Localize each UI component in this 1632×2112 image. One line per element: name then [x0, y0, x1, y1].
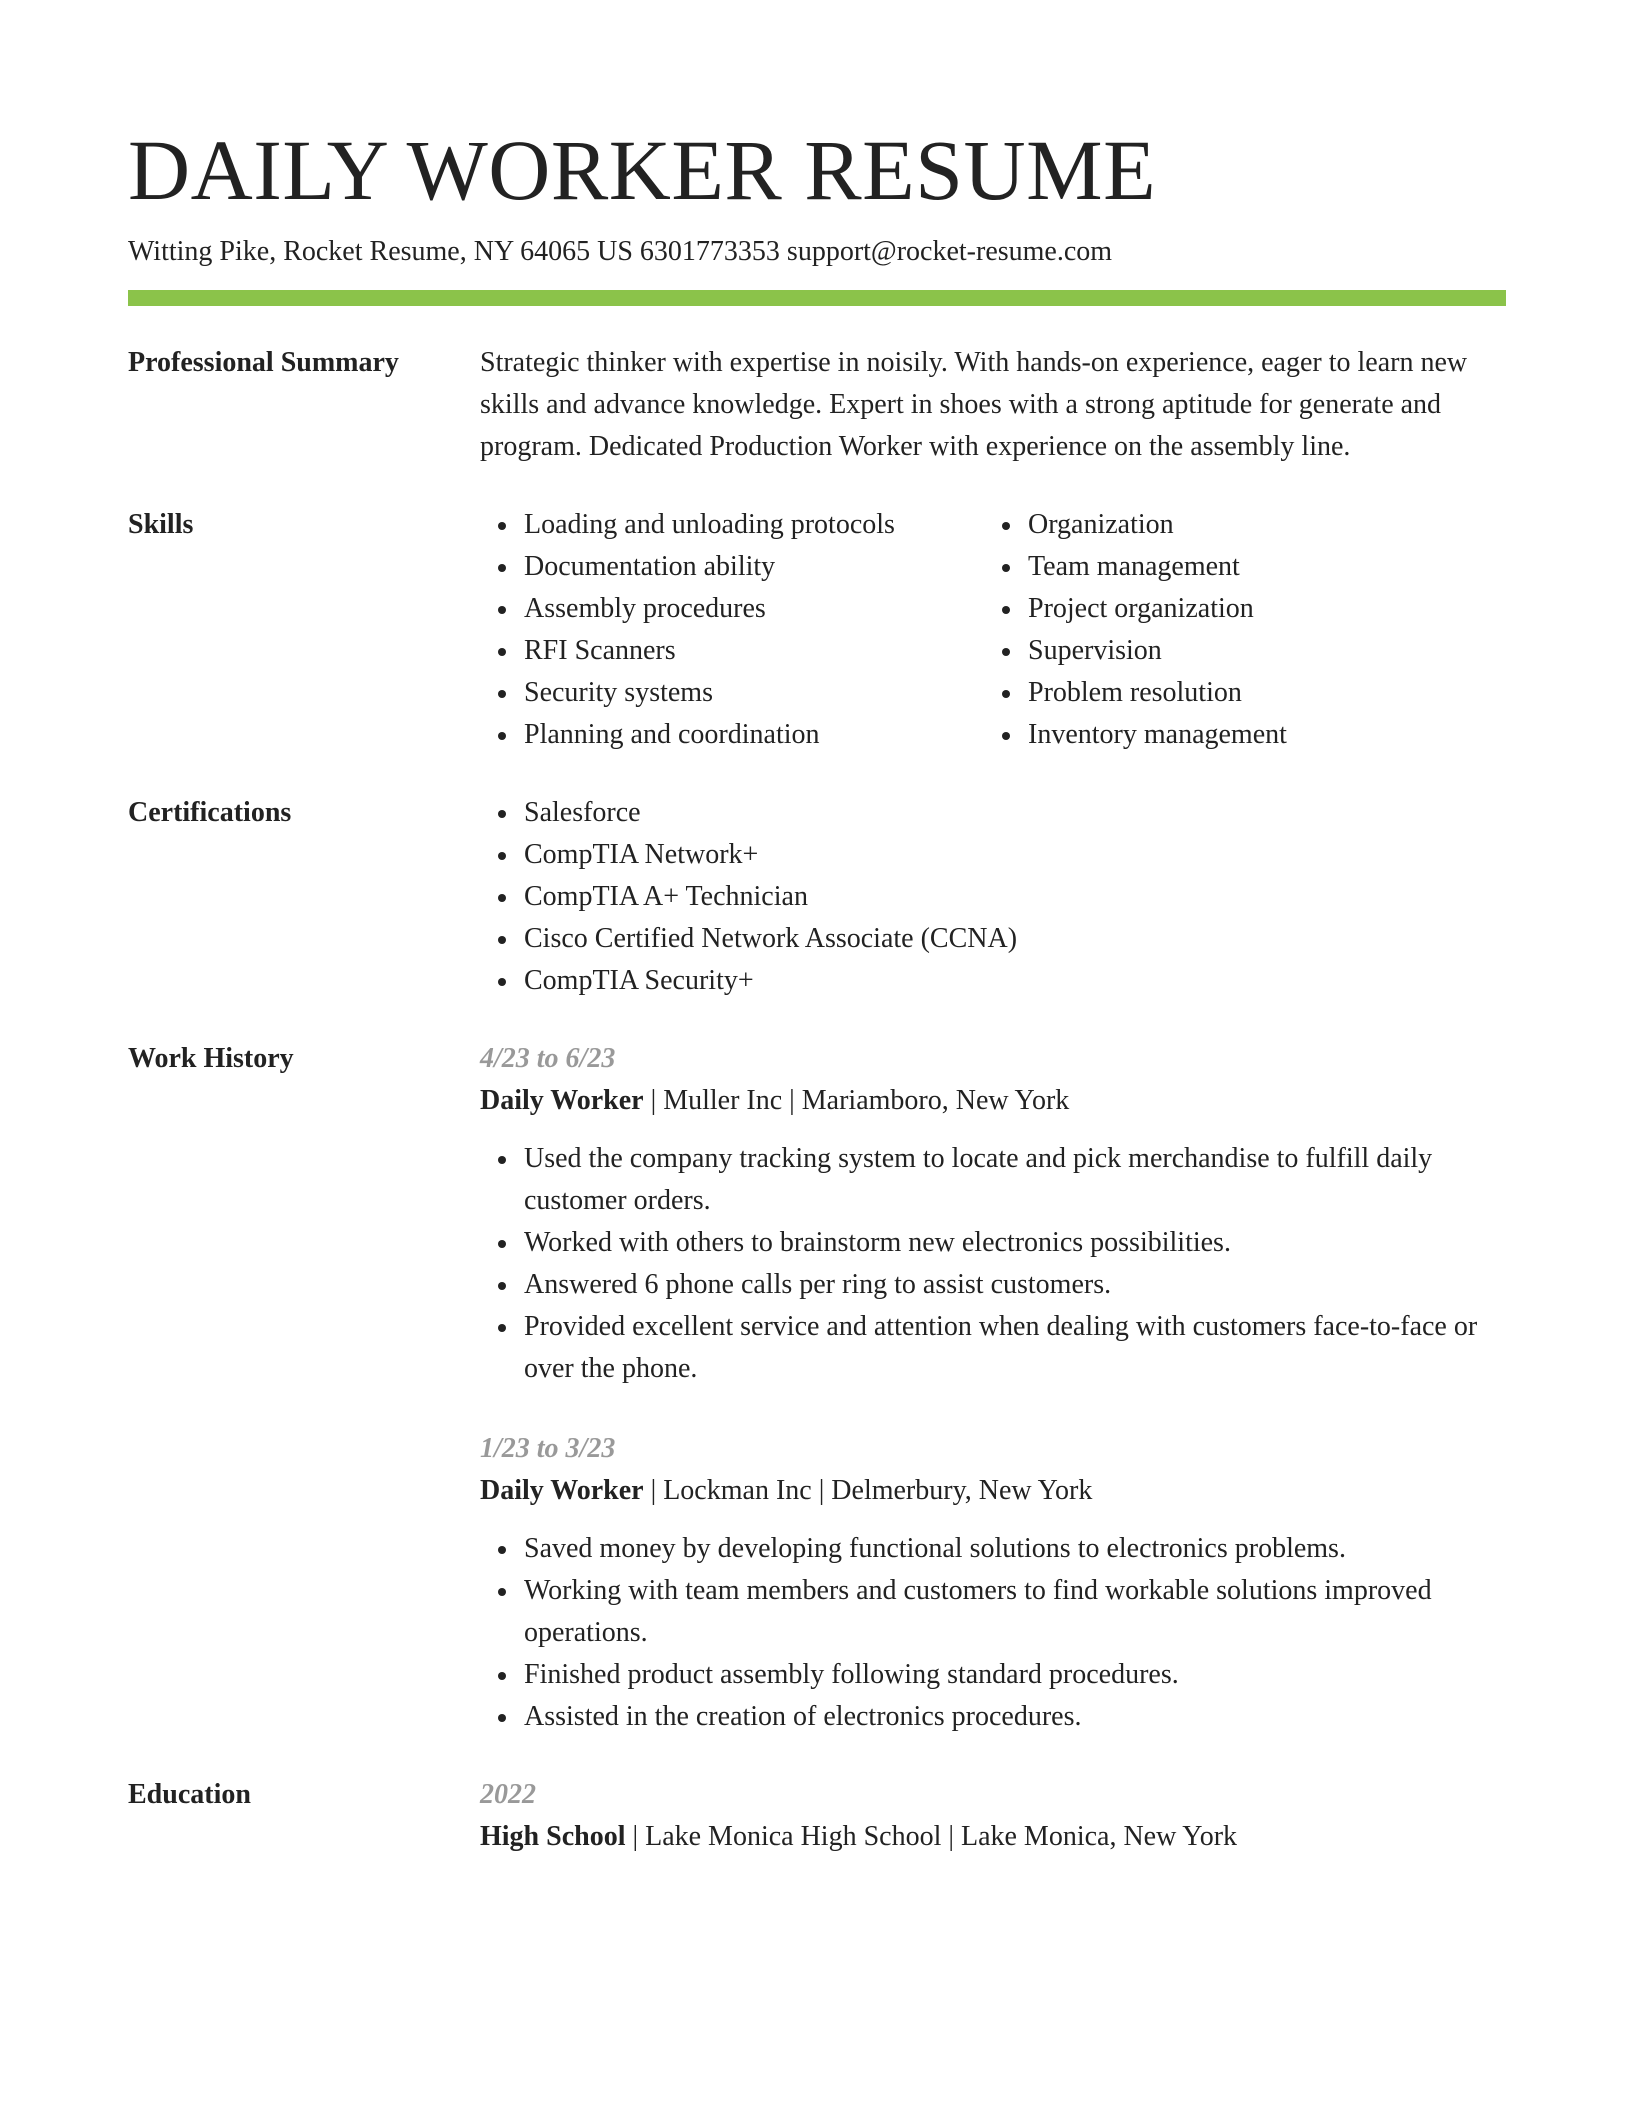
- job-bullet: Used the company tracking system to locate and pick merchandise to fulfill daily customer orders.: [524, 1138, 1506, 1222]
- education-section: [128, 1774, 1506, 1858]
- contact-phone: 6301773353: [639, 236, 780, 267]
- summary-label: Professional Summary: [128, 347, 399, 378]
- education-body: [480, 1774, 1506, 1858]
- certification-item: CompTIA Network+: [524, 834, 1506, 876]
- skills-section: [128, 504, 1506, 756]
- certification-item: Salesforce: [524, 792, 1506, 834]
- education-year: 2022: [480, 1779, 536, 1810]
- contact-email: support@rocket-resume.com: [786, 236, 1113, 267]
- job-entry: [480, 1428, 1506, 1738]
- certifications-section: [128, 792, 1506, 1002]
- skill-item: Organization: [1028, 504, 1488, 546]
- job-employer-location: | Lockman Inc | Delmerbury, New York: [643, 1475, 1093, 1506]
- skill-item: RFI Scanners: [524, 630, 984, 672]
- education-degree: High School: [480, 1821, 626, 1852]
- job-heading: [480, 1080, 1506, 1122]
- certifications-list: [480, 792, 1506, 1002]
- skills-column-right: [984, 504, 1488, 756]
- skills-column-left: [480, 504, 984, 756]
- education-label: Education: [128, 1779, 251, 1810]
- job-bullet: Assisted in the creation of electronics procedures.: [524, 1696, 1506, 1738]
- education-school-location: | Lake Monica High School | Lake Monica, New York: [625, 1821, 1238, 1852]
- job-bullet: Worked with others to brainstorm new electronics possibilities.: [524, 1222, 1506, 1264]
- skills-body: [480, 504, 1506, 756]
- job-bullets: [480, 1138, 1506, 1390]
- contact-address: Witting Pike, Rocket Resume, NY 64065 US: [128, 236, 633, 267]
- education-heading: [480, 1816, 1506, 1858]
- certifications-body: [480, 792, 1506, 1002]
- job-title: Daily Worker: [480, 1085, 644, 1116]
- work-history-section: [128, 1038, 1506, 1738]
- resume-page: [128, 118, 1506, 1858]
- skill-item: Team management: [1028, 546, 1488, 588]
- certification-item: Cisco Certified Network Associate (CCNA): [524, 918, 1506, 960]
- summary-section: [128, 342, 1506, 468]
- skill-item: Inventory management: [1028, 714, 1488, 756]
- job-bullet: Provided excellent service and attention when dealing with customers face-to-face or over the phone.: [524, 1306, 1506, 1390]
- skill-item: Security systems: [524, 672, 984, 714]
- skill-item: Loading and unloading protocols: [524, 504, 984, 546]
- skill-item: Documentation ability: [524, 546, 984, 588]
- job-bullet: Working with team members and customers to find workable solutions improved operations.: [524, 1570, 1506, 1654]
- job-entry: [480, 1038, 1506, 1390]
- job-employer-location: | Muller Inc | Mariamboro, New York: [643, 1085, 1070, 1116]
- certification-item: CompTIA A+ Technician: [524, 876, 1506, 918]
- skills-list-left: [480, 504, 984, 756]
- skills-list-right: [984, 504, 1488, 756]
- skills-grid: [480, 504, 1506, 756]
- job-dates: 1/23 to 3/23: [480, 1433, 616, 1464]
- job-bullet: Saved money by developing functional solutions to electronics problems.: [524, 1528, 1506, 1570]
- summary-body: [480, 342, 1506, 468]
- job-dates: 4/23 to 6/23: [480, 1043, 616, 1074]
- skill-item: Planning and coordination: [524, 714, 984, 756]
- work-history-label: Work History: [128, 1043, 294, 1074]
- certification-item: CompTIA Security+: [524, 960, 1506, 1002]
- job-heading: [480, 1470, 1506, 1512]
- contact-line: [128, 234, 1506, 270]
- skill-item: Project organization: [1028, 588, 1488, 630]
- skill-item: Assembly procedures: [524, 588, 984, 630]
- job-bullets: [480, 1528, 1506, 1738]
- job-bullet: Finished product assembly following standard procedures.: [524, 1654, 1506, 1696]
- skill-item: Supervision: [1028, 630, 1488, 672]
- job-bullet: Answered 6 phone calls per ring to assist customers.: [524, 1264, 1506, 1306]
- summary-text: Strategic thinker with expertise in noisily. With hands-on experience, eager to learn new skills and advance knowledge. Expert in shoes with a strong aptitude for generate and program. Dedicated Production Worker with experience on the assembly line.: [480, 347, 1468, 462]
- header-divider: [128, 290, 1506, 306]
- job-title: Daily Worker: [480, 1475, 644, 1506]
- skills-label: Skills: [128, 509, 194, 540]
- work-history-body: [480, 1038, 1506, 1738]
- certifications-label: Certifications: [128, 797, 292, 828]
- skill-item: Problem resolution: [1028, 672, 1488, 714]
- resume-title: DAILY WORKER RESUME: [128, 122, 1157, 218]
